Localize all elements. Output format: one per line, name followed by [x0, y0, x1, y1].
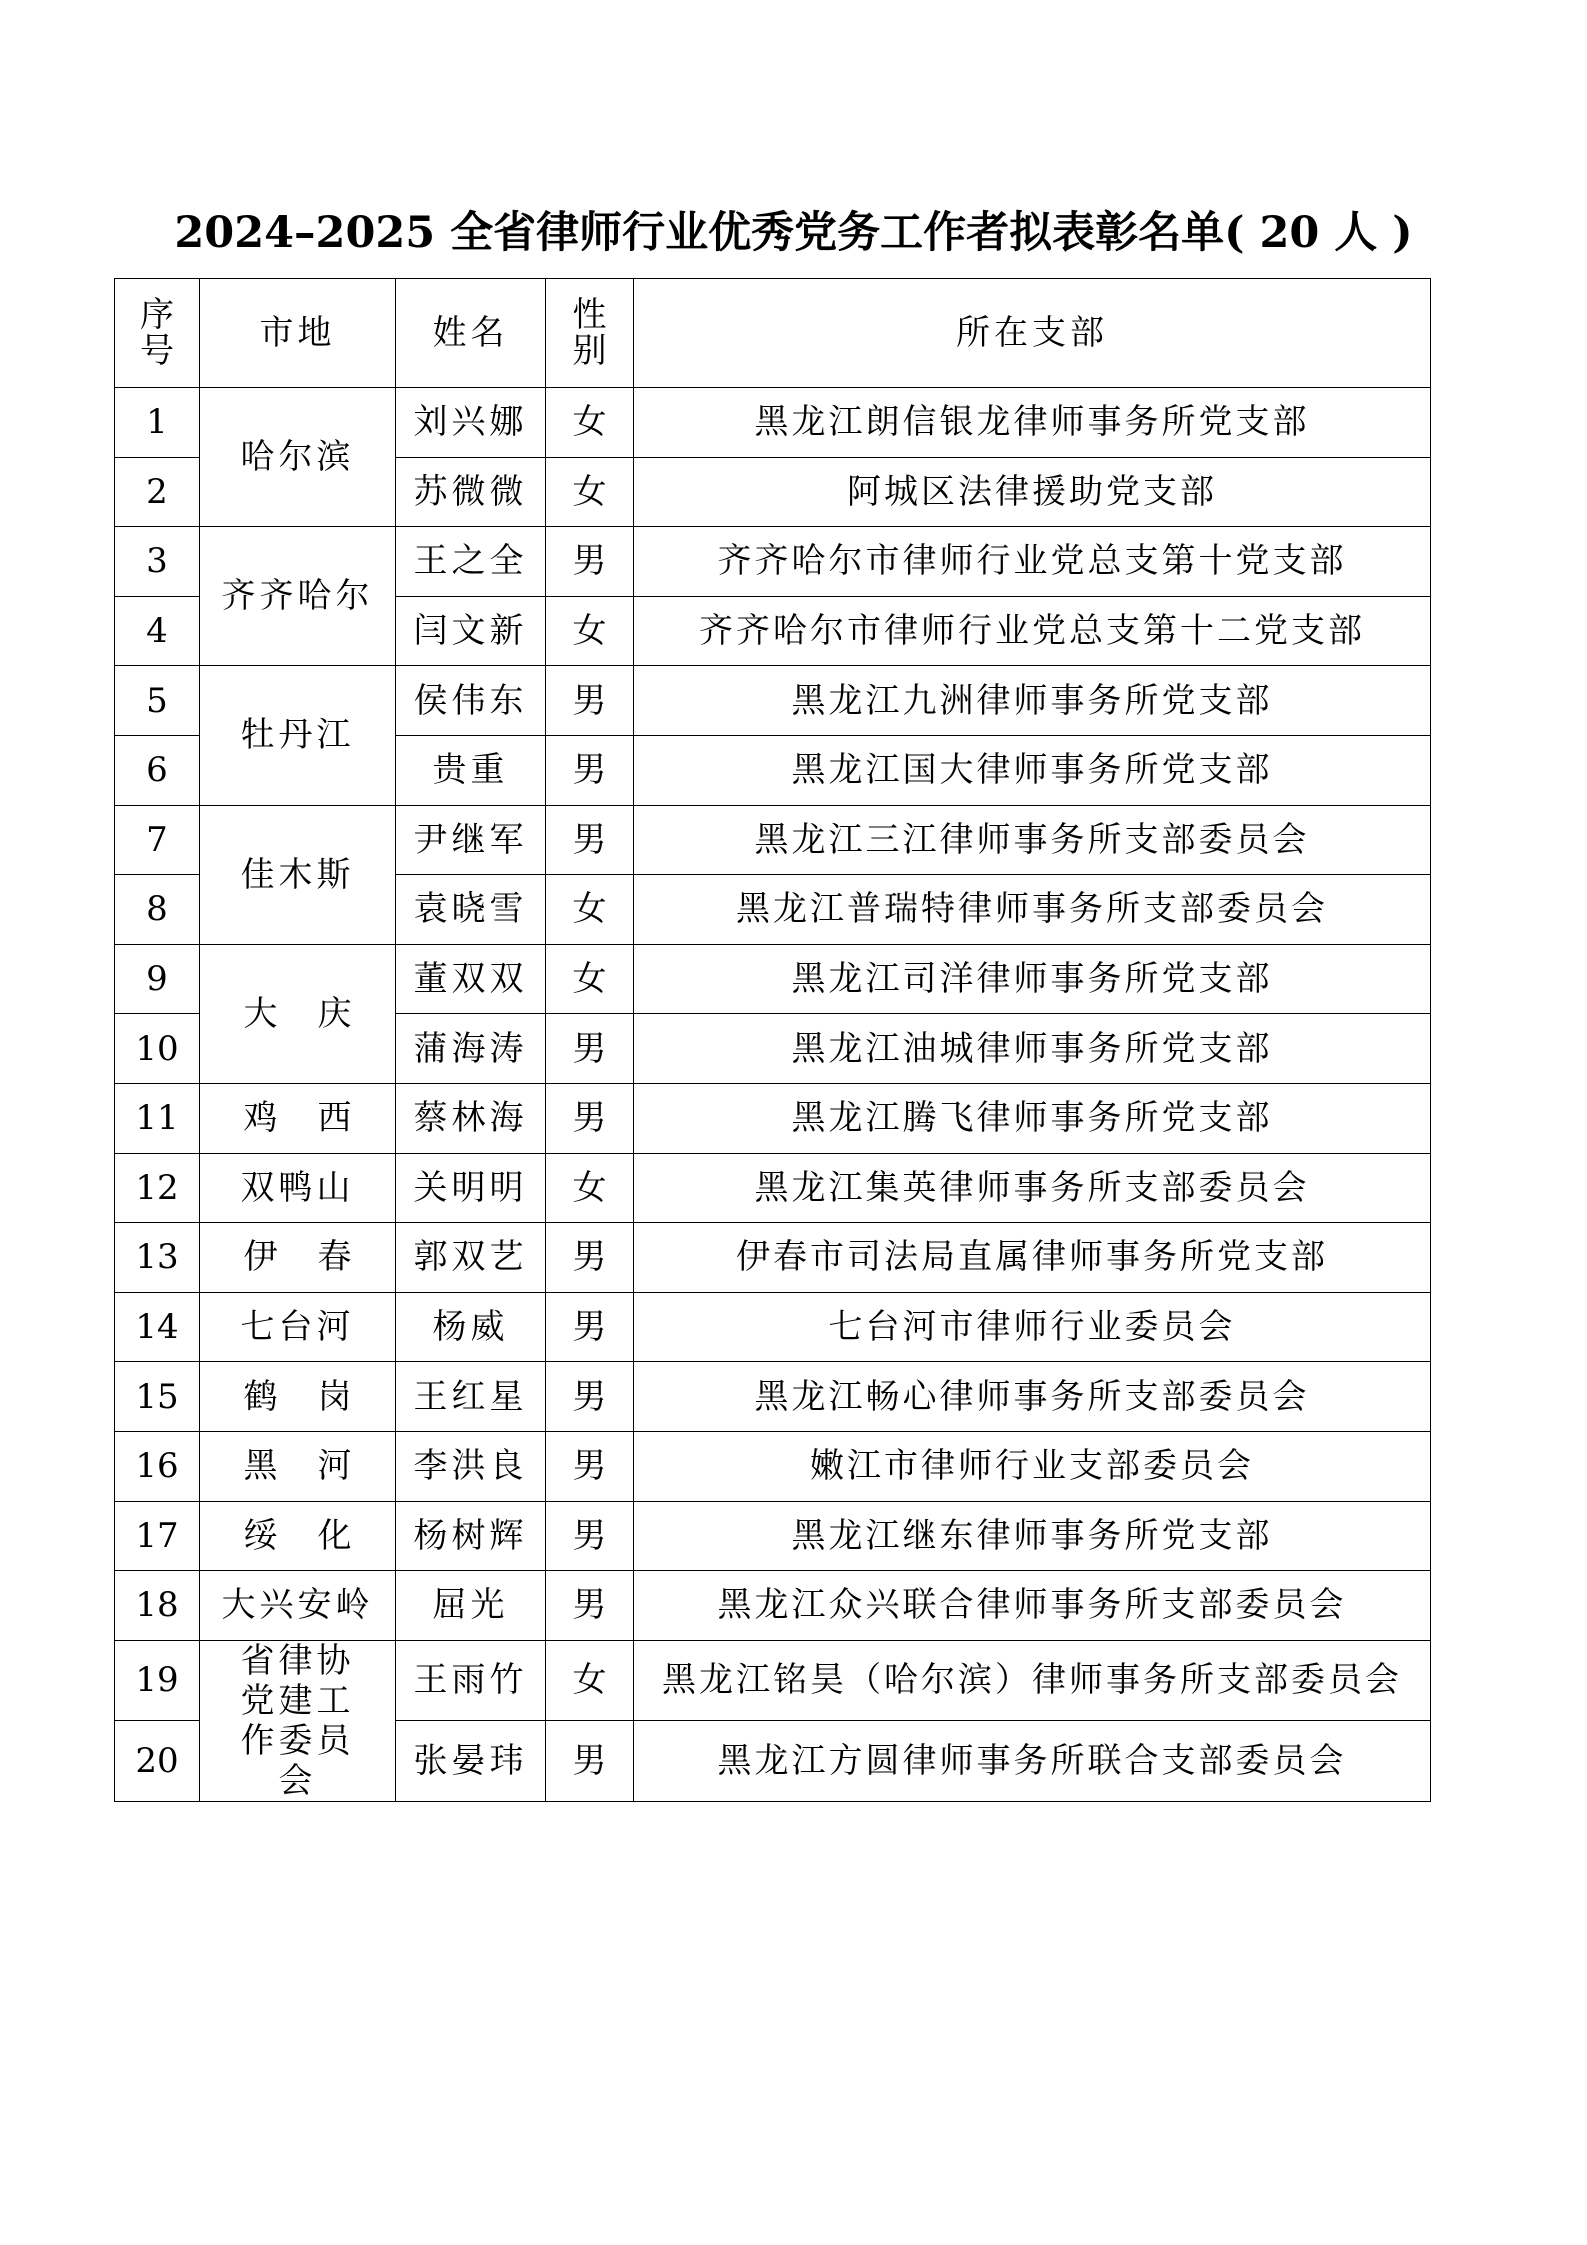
branch-cell: 黑龙江方圆律师事务所联合支部委员会 — [634, 1721, 1431, 1802]
gender-cell: 男 — [546, 1571, 634, 1641]
name-cell: 郭双艺 — [396, 1223, 546, 1293]
gender-cell: 女 — [546, 457, 634, 527]
gender-cell: 男 — [546, 1721, 634, 1802]
name-cell: 张晏玮 — [396, 1721, 546, 1802]
table-row — [115, 388, 1431, 458]
seq-cell: 4 — [115, 596, 200, 666]
seq-cell: 15 — [115, 1362, 200, 1432]
name-cell: 王之全 — [396, 527, 546, 597]
name-cell: 蔡林海 — [396, 1083, 546, 1153]
gender-cell: 男 — [546, 1223, 634, 1293]
name-cell: 尹继军 — [396, 805, 546, 875]
name-cell: 杨威 — [396, 1292, 546, 1362]
table-row — [115, 1223, 1431, 1293]
branch-cell: 黑龙江继东律师事务所党支部 — [634, 1501, 1431, 1571]
name-cell: 刘兴娜 — [396, 388, 546, 458]
seq-cell: 5 — [115, 666, 200, 736]
seq-cell: 13 — [115, 1223, 200, 1293]
seq-cell: 1 — [115, 388, 200, 458]
name-cell: 关明明 — [396, 1153, 546, 1223]
gender-cell: 男 — [546, 735, 634, 805]
branch-cell: 黑龙江九洲律师事务所党支部 — [634, 666, 1431, 736]
gender-cell: 男 — [546, 527, 634, 597]
table-row — [115, 805, 1431, 875]
branch-cell: 齐齐哈尔市律师行业党总支第十二党支部 — [634, 596, 1431, 666]
name-cell: 李洪良 — [396, 1431, 546, 1501]
table-row — [115, 1640, 1431, 1721]
city-cell: 佳木斯 — [200, 805, 396, 944]
city-cell: 七台河 — [200, 1292, 396, 1362]
gender-cell: 男 — [546, 1431, 634, 1501]
branch-cell: 阿城区法律援助党支部 — [634, 457, 1431, 527]
seq-cell: 14 — [115, 1292, 200, 1362]
header-name: 姓名 — [396, 279, 546, 388]
branch-cell: 黑龙江司洋律师事务所党支部 — [634, 944, 1431, 1014]
city-cell: 绥化 — [200, 1501, 396, 1571]
gender-cell: 女 — [546, 944, 634, 1014]
branch-cell: 黑龙江集英律师事务所支部委员会 — [634, 1153, 1431, 1223]
branch-cell: 七台河市律师行业委员会 — [634, 1292, 1431, 1362]
city-cell: 鸡西 — [200, 1083, 396, 1153]
gender-cell: 男 — [546, 1501, 634, 1571]
branch-cell: 齐齐哈尔市律师行业党总支第十党支部 — [634, 527, 1431, 597]
seq-cell: 16 — [115, 1431, 200, 1501]
table-row — [115, 527, 1431, 597]
gender-cell: 女 — [546, 1640, 634, 1721]
branch-cell: 黑龙江铭昊（哈尔滨）律师事务所支部委员会 — [634, 1640, 1431, 1721]
gender-cell: 男 — [546, 1362, 634, 1432]
branch-cell: 黑龙江众兴联合律师事务所支部委员会 — [634, 1571, 1431, 1641]
branch-cell: 黑龙江普瑞特律师事务所支部委员会 — [634, 875, 1431, 945]
seq-cell: 20 — [115, 1721, 200, 1802]
table-row — [115, 1431, 1431, 1501]
name-cell: 蒲海涛 — [396, 1014, 546, 1084]
gender-cell: 女 — [546, 388, 634, 458]
branch-cell: 黑龙江朗信银龙律师事务所党支部 — [634, 388, 1431, 458]
seq-cell: 10 — [115, 1014, 200, 1084]
table-row — [115, 1292, 1431, 1362]
name-cell: 侯伟东 — [396, 666, 546, 736]
header-seq: 序号 — [115, 279, 200, 388]
name-cell: 王雨竹 — [396, 1640, 546, 1721]
table-row — [115, 1501, 1431, 1571]
city-cell: 省律协党建工作委员会 — [200, 1640, 396, 1801]
seq-cell: 9 — [115, 944, 200, 1014]
branch-cell: 嫩江市律师行业支部委员会 — [634, 1431, 1431, 1501]
seq-cell: 2 — [115, 457, 200, 527]
table-row — [115, 666, 1431, 736]
seq-cell: 3 — [115, 527, 200, 597]
gender-cell: 男 — [546, 666, 634, 736]
table-row — [115, 1571, 1431, 1641]
name-cell: 贵重 — [396, 735, 546, 805]
name-cell: 袁晓雪 — [396, 875, 546, 945]
seq-cell: 6 — [115, 735, 200, 805]
gender-cell: 男 — [546, 1014, 634, 1084]
branch-cell: 黑龙江国大律师事务所党支部 — [634, 735, 1431, 805]
seq-cell: 7 — [115, 805, 200, 875]
city-cell: 哈尔滨 — [200, 388, 396, 527]
seq-cell: 19 — [115, 1640, 200, 1721]
branch-cell: 黑龙江腾飞律师事务所党支部 — [634, 1083, 1431, 1153]
branch-cell: 黑龙江油城律师事务所党支部 — [634, 1014, 1431, 1084]
city-cell: 黑河 — [200, 1431, 396, 1501]
gender-cell: 男 — [546, 1083, 634, 1153]
gender-cell: 男 — [546, 805, 634, 875]
seq-cell: 17 — [115, 1501, 200, 1571]
seq-cell: 8 — [115, 875, 200, 945]
table-row — [115, 1083, 1431, 1153]
name-cell: 屈光 — [396, 1571, 546, 1641]
seq-cell: 12 — [115, 1153, 200, 1223]
city-cell: 伊春 — [200, 1223, 396, 1293]
city-cell: 大庆 — [200, 944, 396, 1083]
city-cell: 齐齐哈尔 — [200, 527, 396, 666]
name-cell: 苏微微 — [396, 457, 546, 527]
gender-cell: 女 — [546, 875, 634, 945]
gender-cell: 男 — [546, 1292, 634, 1362]
header-city: 市地 — [200, 279, 396, 388]
seq-cell: 11 — [115, 1083, 200, 1153]
gender-cell: 女 — [546, 596, 634, 666]
city-cell: 双鸭山 — [200, 1153, 396, 1223]
seq-cell: 18 — [115, 1571, 200, 1641]
gender-cell: 女 — [546, 1153, 634, 1223]
table-header-row — [115, 279, 1431, 388]
table-row — [115, 944, 1431, 1014]
header-gender: 性别 — [546, 279, 634, 388]
page-title: 2024–2025 全省律师行业优秀党务工作者拟表彰名单( 20 人 ) — [174, 208, 1413, 258]
city-cell: 牡丹江 — [200, 666, 396, 805]
awardee-table — [114, 278, 1431, 1802]
name-cell: 杨树辉 — [396, 1501, 546, 1571]
city-cell: 大兴安岭 — [200, 1571, 396, 1641]
table-row — [115, 1153, 1431, 1223]
name-cell: 闫文新 — [396, 596, 546, 666]
table-row — [115, 1362, 1431, 1432]
name-cell: 董双双 — [396, 944, 546, 1014]
branch-cell: 伊春市司法局直属律师事务所党支部 — [634, 1223, 1431, 1293]
branch-cell: 黑龙江三江律师事务所支部委员会 — [634, 805, 1431, 875]
name-cell: 王红星 — [396, 1362, 546, 1432]
city-cell: 鹤岗 — [200, 1362, 396, 1432]
branch-cell: 黑龙江畅心律师事务所支部委员会 — [634, 1362, 1431, 1432]
header-branch: 所在支部 — [634, 279, 1431, 388]
